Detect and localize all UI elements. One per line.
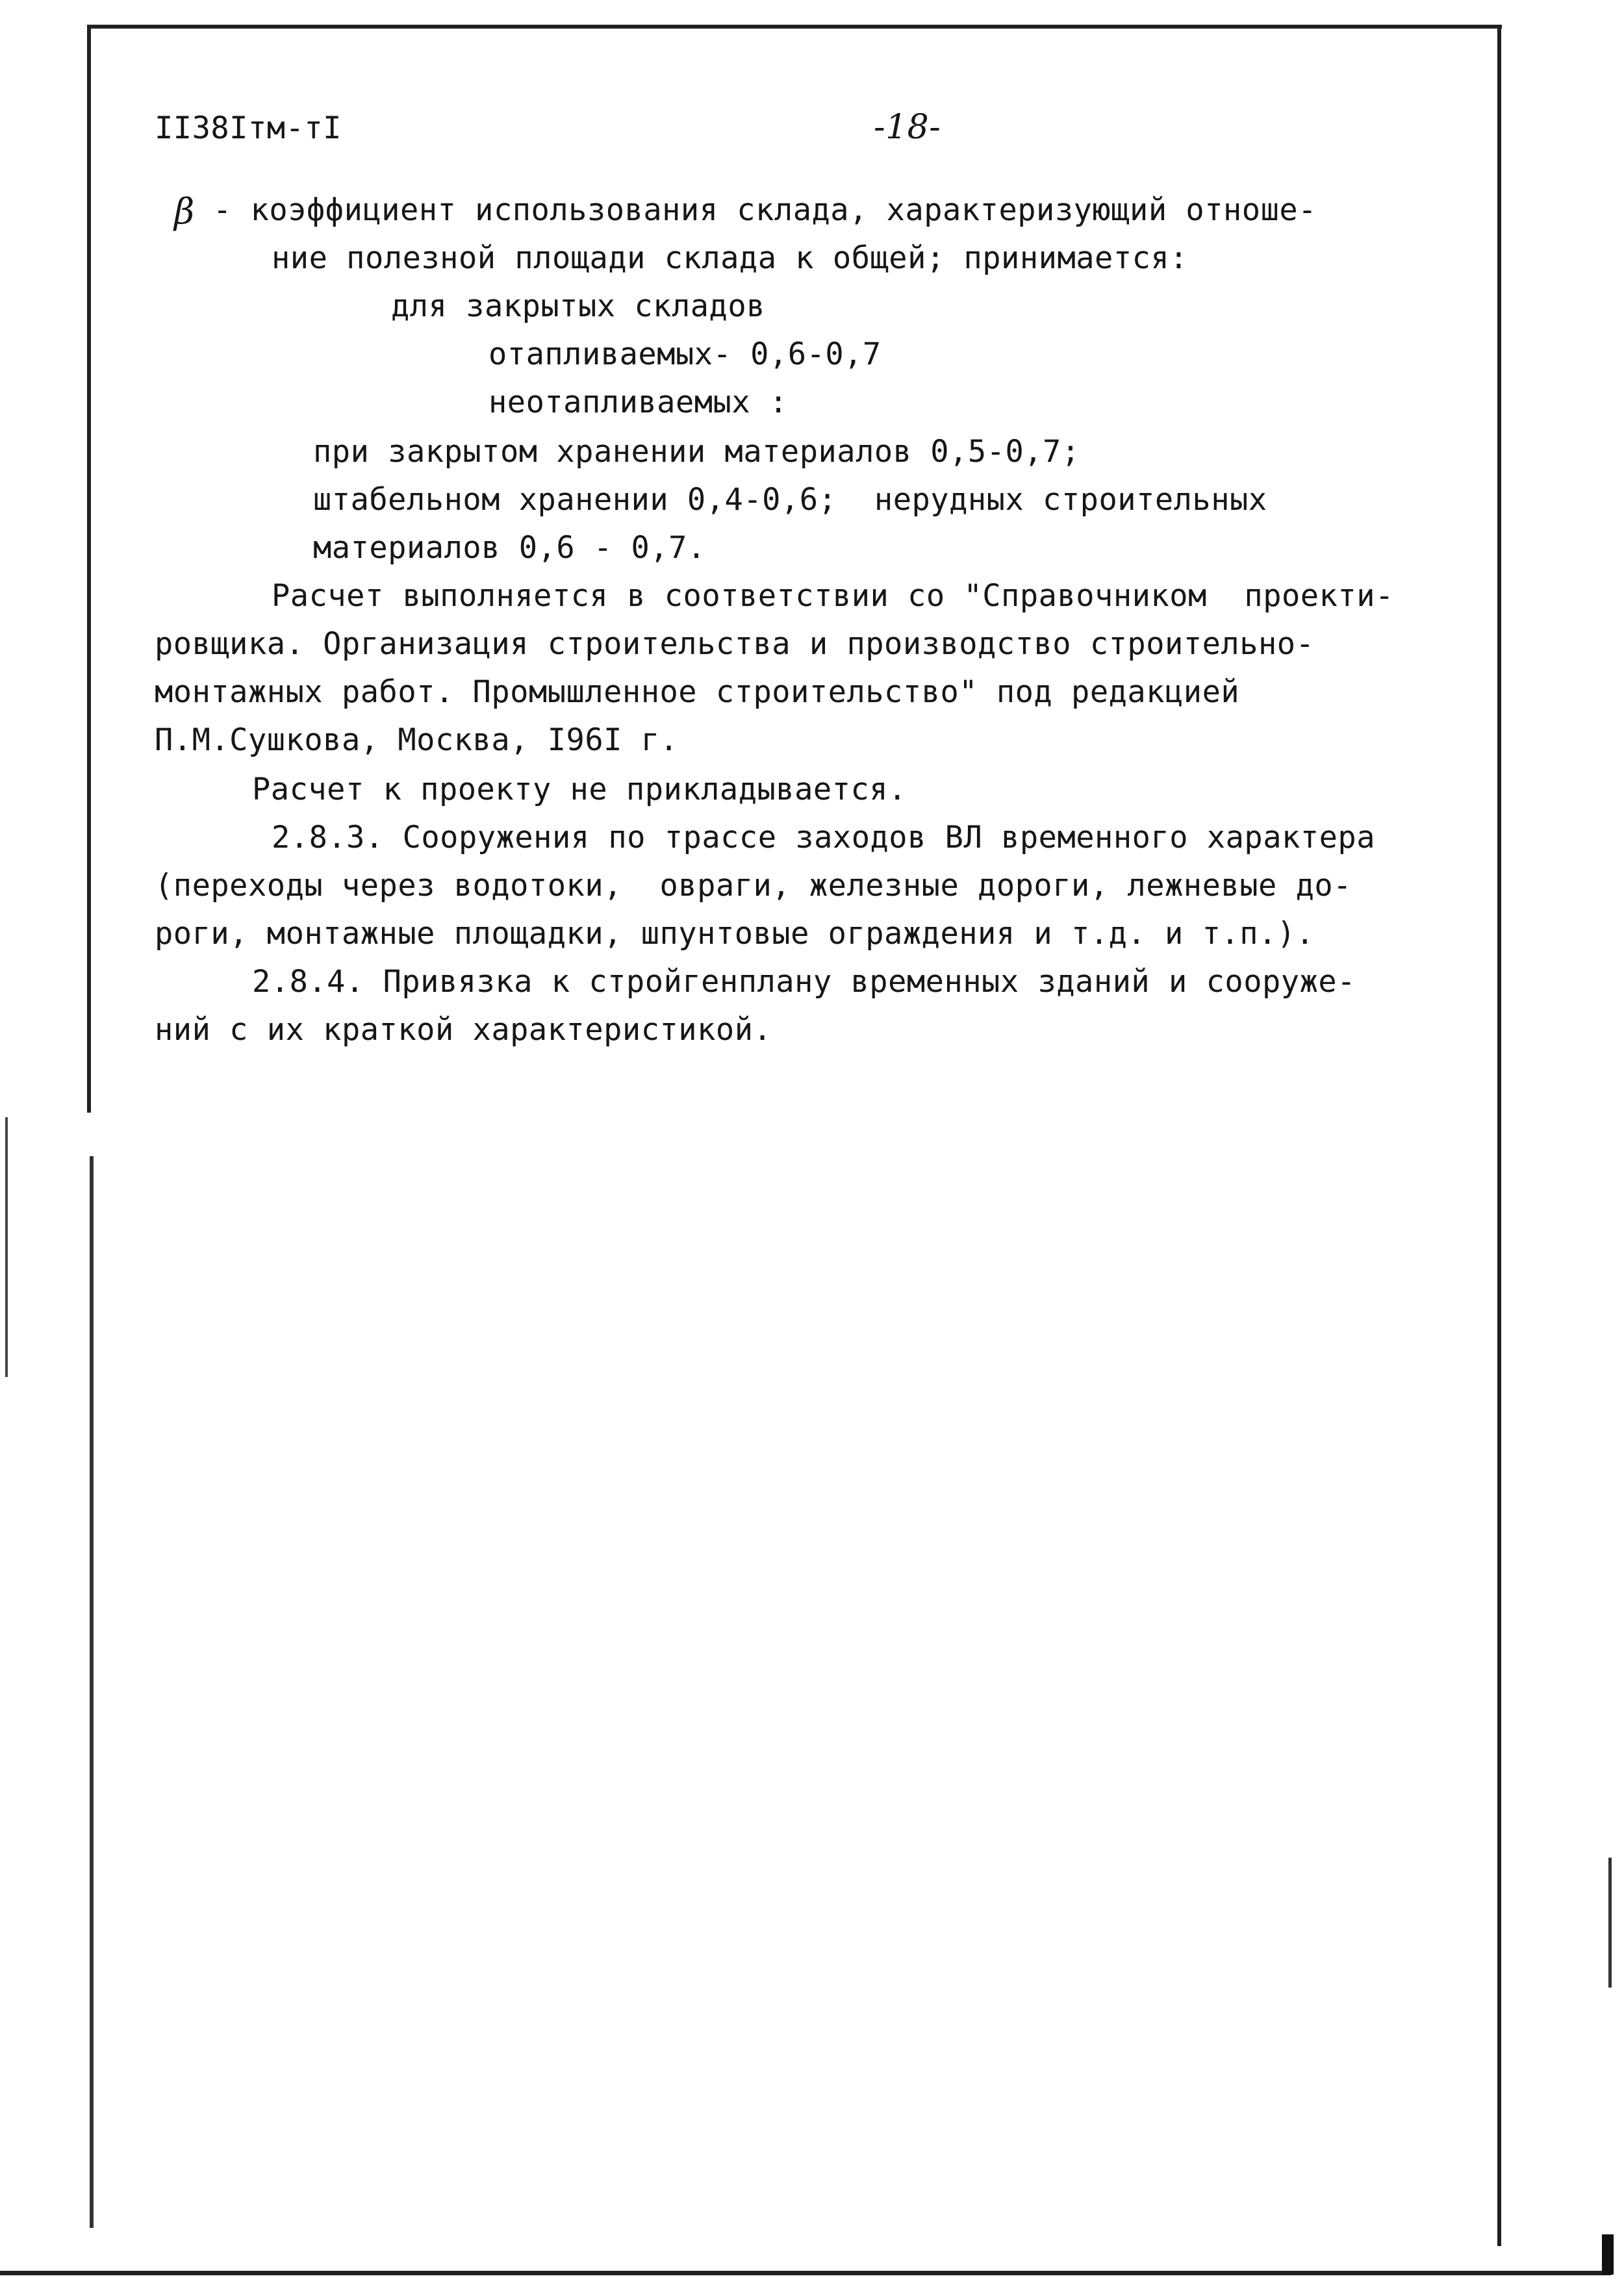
beta-symbol: β [174,191,195,232]
body-line: 2.8.4. Привязка к стройгенплану временных зданий и сооруже- [252,964,1356,1000]
definition-line: при закрытом хранении материалов 0,5-0,7; [313,434,1080,470]
scan-edge-mark [1608,1858,1612,1988]
page-frame-bottom [0,2271,1611,2275]
body-line: П.М.Сушкова, Москва, I96I г. [155,722,679,758]
body-line: ровщика. Организация строительства и производство строительно- [155,626,1315,662]
body-line: (переходы через водотоки, овраги, железные дороги, лежневые до- [155,868,1352,903]
scan-edge-mark [1602,2234,1614,2275]
definition-line: штабельном хранении 0,4-0,6; нерудных строительных [313,482,1267,518]
page-frame-left [87,25,91,1113]
definition-line: материалов 0,6 - 0,7. [313,530,706,566]
page-frame-right [1497,25,1501,2246]
page-frame-top [88,25,1502,29]
body-line: роги, монтажные площадки, шпунтовые ограждения и т.д. и т.п.). [155,916,1315,952]
definition-line: ние полезной площади склада к общей; принимается: [272,240,1189,276]
definition-line: для закрытых складов [391,288,765,324]
body-line: 2.8.3. Сооружения по трассе заходов ВЛ временного характера [272,820,1375,855]
page-number: -18- [874,108,941,147]
definition-line: - коэффициент использования склада, характеризующий отноше- [213,192,1317,228]
scan-edge-mark [5,1117,8,1377]
body-line: монтажных работ. Промышленное строительство" под редакцией [155,674,1240,710]
definition-line: отапливаемых- 0,6-0,7 [488,336,882,372]
document-code: II38Iтм-тI [155,110,342,146]
page-frame-left-lower [90,1156,94,2228]
body-line: Расчет к проекту не прикладывается. [252,772,907,807]
body-line: ний с их краткой характеристикой. [155,1012,772,1048]
body-line: Расчет выполняется в соответствии со "Справочником проекти- [272,578,1394,614]
definition-line: неотапливаемых : [488,385,788,420]
